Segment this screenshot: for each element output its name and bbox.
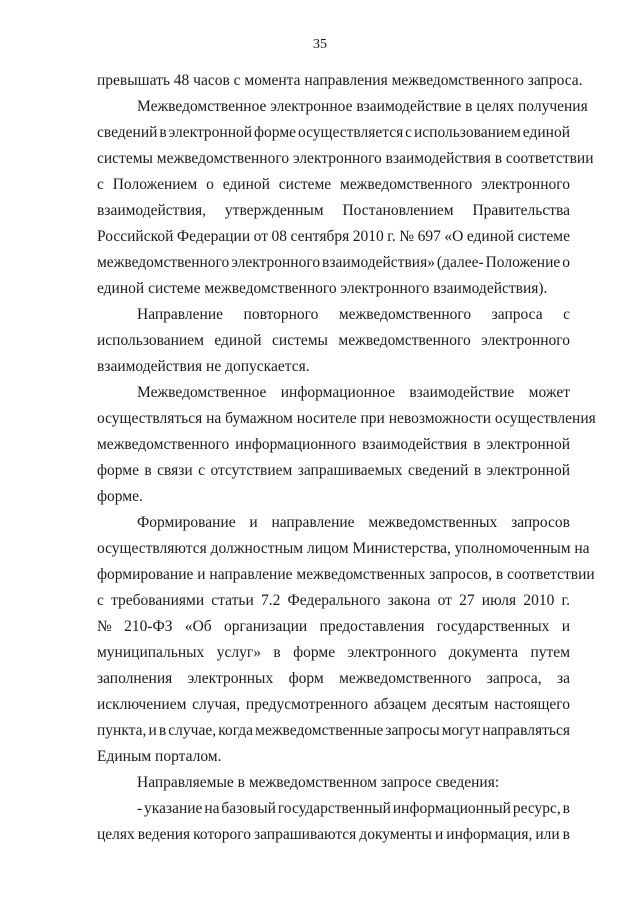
text-line: пункта, и в случае, когда межведомственные запросы могут направляться: [97, 722, 570, 739]
text-line: Формирование и направление межведомственных запросов: [137, 514, 570, 531]
text-line: формирование и направление межведомственных запросов, в соответствии: [97, 566, 595, 583]
text-line: сведений в электронной форме осуществляется с использованием единой: [97, 124, 570, 141]
text-line: межведомственного электронного взаимодействия» (далее- Положение о: [97, 254, 570, 271]
text-line: - указание на базовый государственный информационный ресурс, в: [137, 800, 570, 817]
text-line: превышать 48 часов с момента направления межведомственного запроса.: [97, 72, 583, 89]
text-line: целях ведения которого запрашиваются документы и информация, или в: [97, 826, 570, 843]
text-line: Направляемые в межведомственном запросе сведения:: [137, 774, 500, 791]
text-line: использованием единой системы межведомственного электронного: [97, 332, 570, 349]
text-line: единой системе межведомственного электронного взаимодействия).: [97, 280, 548, 297]
text-line: осуществляются должностным лицом Министерства, уполномоченным на: [97, 540, 590, 557]
text-line: с Положением о единой системе межведомственного электронного: [97, 176, 570, 193]
text-line: взаимодействия не допускается.: [97, 358, 310, 375]
text-line: с требованиями статьи 7.2 Федерального закона от 27 июля 2010 г.: [97, 592, 570, 609]
text-line: форме в связи с отсутствием запрашиваемых сведений в электронной: [97, 462, 570, 479]
text-line: системы межведомственного электронного взаимодействия в соответствии: [97, 150, 594, 167]
text-line: осуществляться на бумажном носителе при невозможности осуществления: [97, 410, 596, 427]
text-line: заполнения электронных форм межведомственного запроса, за: [97, 670, 570, 687]
text-line: Направление повторного межведомственного запроса с: [137, 306, 570, 323]
text-line: № 210-ФЗ «Об организации предоставления государственных и: [97, 618, 570, 635]
text-line: муниципальных услуг» в форме электронного документа путем: [97, 644, 570, 661]
text-line: межведомственного информационного взаимодействия в электронной: [97, 436, 570, 453]
text-line: форме.: [97, 488, 143, 505]
document-body: [97, 68, 596, 848]
text-line: Единым порталом.: [97, 748, 222, 765]
text-line: Межведомственное информационное взаимодействие может: [137, 384, 570, 401]
text-line: взаимодействия, утвержденным Постановлением Правительства: [97, 202, 570, 219]
text-line: Российской Федерации от 08 сентября 2010 г. № 697 «О единой системе: [97, 228, 570, 245]
text-line: Межведомственное электронное взаимодействие в целях получения: [137, 98, 588, 115]
page-number: 35: [313, 37, 327, 52]
text-line: исключением случая, предусмотренного абзацем десятым настоящего: [97, 696, 570, 713]
